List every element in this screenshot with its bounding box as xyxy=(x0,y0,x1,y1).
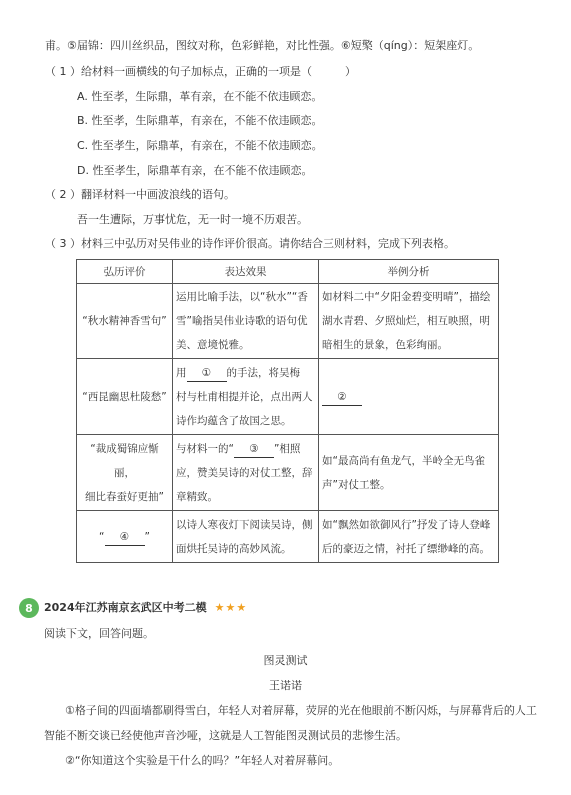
cell-line: 村与杜甫相提并论，点出两人 xyxy=(176,390,313,403)
cell-line: 如“最高尚有鱼龙气，半岭全无鸟雀 xyxy=(322,454,485,467)
table-cell xyxy=(77,511,173,563)
table-header-row xyxy=(77,260,499,284)
table-header-cell: 举例分析 xyxy=(319,260,499,284)
table-cell xyxy=(77,359,173,435)
cell-line: 声”对仗工整。 xyxy=(322,478,391,491)
question-2: （ 2 ）翻译材料一中画波浪线的语句。 xyxy=(45,188,235,201)
table-cell xyxy=(319,284,499,359)
evaluation-table xyxy=(76,259,499,563)
table-row xyxy=(77,511,499,563)
cell-line: “西昆幽思杜陵愁” xyxy=(82,390,167,403)
question-source-title xyxy=(44,600,247,616)
cell-line: 运用比喻手法，以“秋水”“香 xyxy=(176,291,308,303)
cell-line: 面烘托吴诗的高妙风流。 xyxy=(176,542,292,555)
reading-instruction: 阅读下文，回答问题。 xyxy=(44,627,154,640)
cell-text: 与材料一的“ xyxy=(176,442,234,455)
option-a: A. 性至孝，生际鼎，革有亲，在不能不依违顾恋。 xyxy=(77,90,323,103)
cell-line: 美、意境悦雅。 xyxy=(176,339,250,351)
table-header-cell: 弘历评价 xyxy=(77,260,173,284)
cell-text: ” xyxy=(144,530,150,543)
blank-1: ① xyxy=(187,366,227,382)
cell-line xyxy=(80,525,169,549)
cell-text: 用 xyxy=(176,366,187,379)
paragraph-1-line-2: 智能不断交谈已经使他声音沙哑，这就是人工智能图灵测试员的悲惨生活。 xyxy=(44,729,407,742)
option-b: B. 性至孝，生际鼎革，有亲在，不能不依违顾恋。 xyxy=(77,114,323,127)
blank-4: ④ xyxy=(105,530,145,546)
cell-text: “ xyxy=(99,530,105,543)
table-row xyxy=(77,284,499,359)
table-header-cell: 表达效果 xyxy=(173,260,319,284)
difficulty-stars: ★★★ xyxy=(214,601,248,614)
cell-line: 细比春蚕好更抽” xyxy=(85,490,164,503)
question-number-badge: 8 xyxy=(19,598,39,618)
cell-line: 诗作均蕴含了故国之思。 xyxy=(176,414,292,427)
table-cell xyxy=(77,284,173,359)
cell-line: 雪”喻指吴伟业诗歌的语句优 xyxy=(176,315,308,327)
table-cell xyxy=(319,359,499,435)
annotation-line: 甫。⑤届锦：四川丝织品，图纹对称，色彩鲜艳，对比性强。⑥短檠（qíng）：短架座灯。 xyxy=(45,39,480,52)
cell-line: 湖水青碧、夕照灿烂，相互映照，明 xyxy=(322,315,490,327)
cell-line: 章精致。 xyxy=(176,490,218,503)
paragraph-1-line-1: ①格子间的四面墙都刷得雪白，年轻人对着屏幕，荧屏的光在他眼前不断闪烁，与屏幕背后的人工 xyxy=(65,704,537,717)
story-title: 图灵测试 xyxy=(263,654,308,667)
cell-text: ”相照 xyxy=(273,442,301,455)
table-row xyxy=(77,435,499,511)
cell-line xyxy=(322,385,495,409)
table-cell xyxy=(319,435,499,511)
cell-line: 暗相生的景象，色彩绚丽。 xyxy=(322,339,448,351)
table-cell xyxy=(173,435,319,511)
option-c: C. 性至孝生，际鼎革，有亲在，不能不依违顾恋。 xyxy=(77,139,323,152)
cell-line xyxy=(176,437,315,461)
story-author: 王诺诺 xyxy=(269,679,302,692)
table-cell xyxy=(173,359,319,435)
table-row xyxy=(77,359,499,435)
cell-line: 以诗人寒夜灯下阅读吴诗，侧 xyxy=(176,518,313,531)
cell-line: “裁成蜀锦应惭丽， xyxy=(90,442,159,479)
question-2-text: 吾一生遭际，万事忧危，无一时一境不历艰苦。 xyxy=(77,213,308,226)
table-cell xyxy=(173,511,319,563)
source-text: 2024年江苏南京玄武区中考二模 xyxy=(44,601,207,614)
blank-3: ③ xyxy=(234,442,274,458)
cell-line: 如材料二中“夕阳金碧变明晴”，描绘 xyxy=(322,291,491,303)
cell-line: 后的豪迈之情，衬托了缥缈峰的高。 xyxy=(322,542,490,555)
cell-line xyxy=(176,361,315,385)
question-3: （ 3 ）材料三中弘历对吴伟业的诗作评价很高。请你结合三则材料，完成下列表格。 xyxy=(45,237,455,250)
question-1: （ 1 ）给材料一画横线的句子加标点，正确的一项是（ ） xyxy=(45,65,356,78)
table-cell xyxy=(77,435,173,511)
paragraph-2: ②“你知道这个实验是干什么的吗？”年轻人对着屏幕问。 xyxy=(65,754,340,767)
cell-line: 如“飘然如欲御风行”抒发了诗人登峰 xyxy=(322,518,491,531)
table-cell xyxy=(173,284,319,359)
option-d: D. 性至孝生，际鼎革有亲，在不能不依违顾恋。 xyxy=(77,164,313,177)
cell-line: “秋水精神香雪句” xyxy=(82,315,167,327)
table-cell xyxy=(319,511,499,563)
cell-text: 的手法，将吴梅 xyxy=(226,366,300,379)
blank-2: ② xyxy=(322,390,362,406)
cell-line: 应，赞美吴诗的对仗工整，辞 xyxy=(176,466,313,479)
